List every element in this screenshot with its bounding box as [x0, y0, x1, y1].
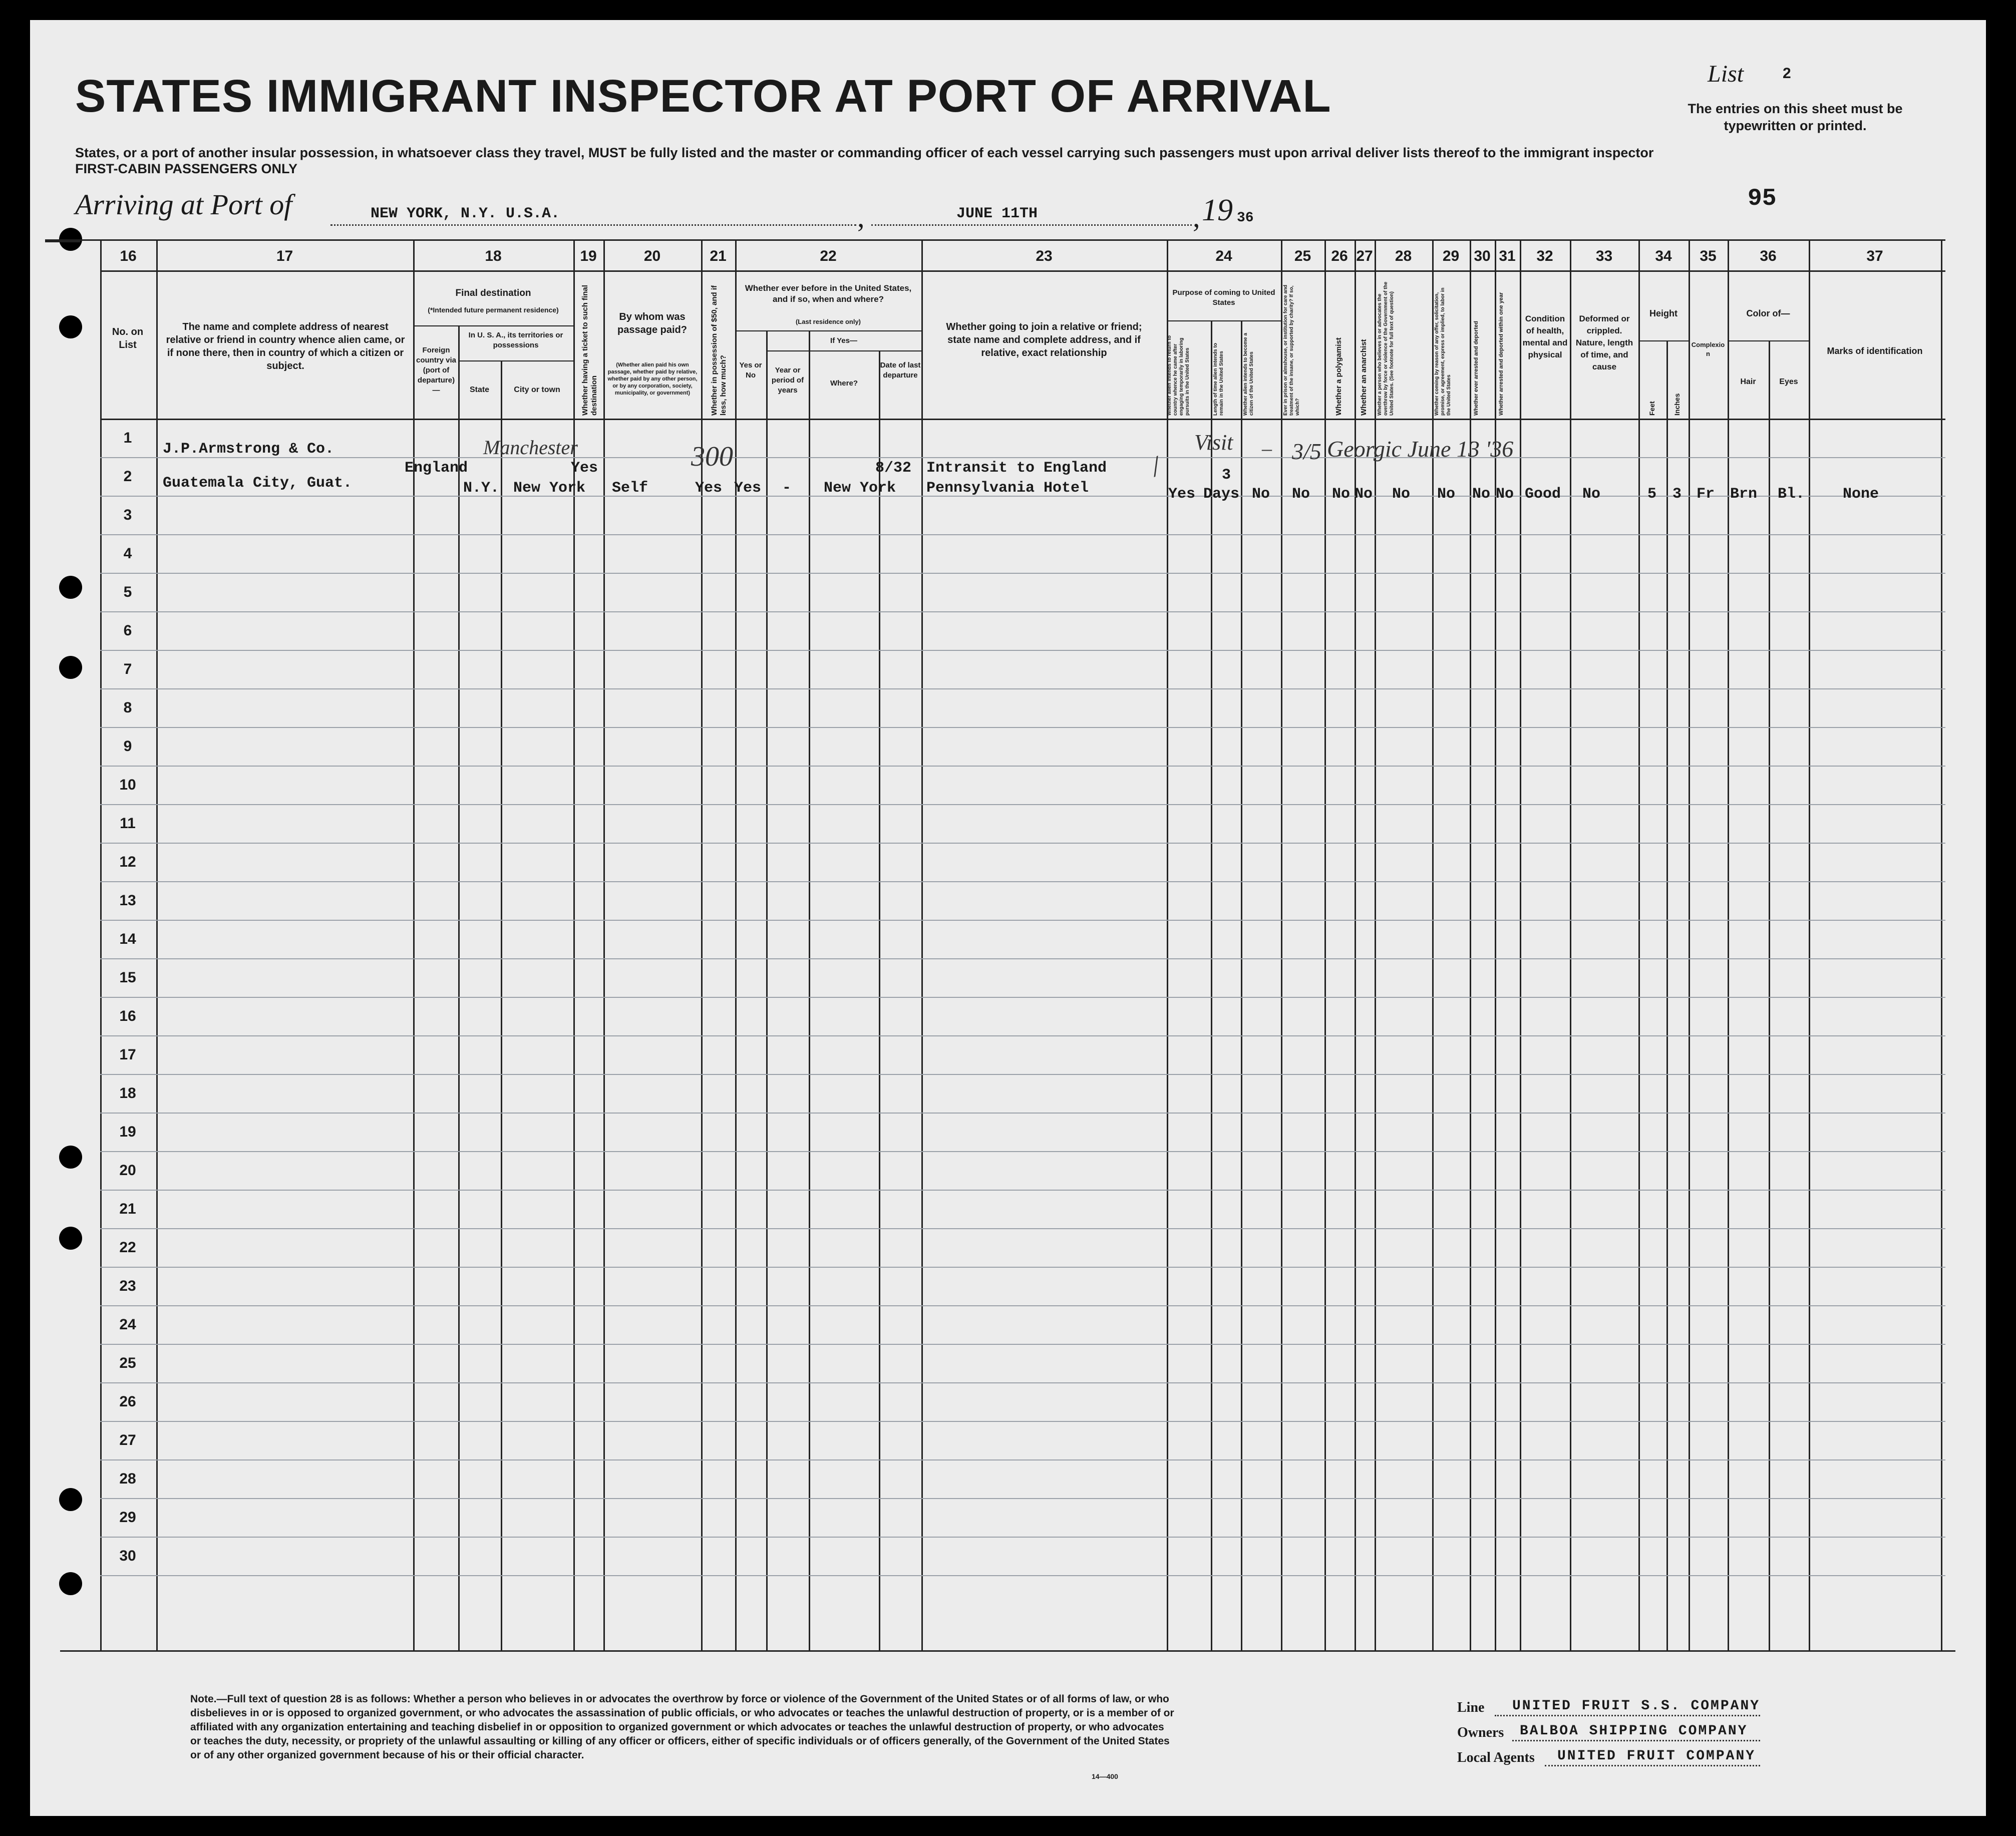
subhead-rule [1638, 340, 1689, 341]
row-rule [100, 1382, 1945, 1383]
purpose-dash: – [1262, 437, 1272, 460]
column-rule [809, 330, 810, 1650]
column-number: 27 [1356, 248, 1373, 264]
column-rule [1211, 320, 1212, 1650]
labor-value: No [1437, 486, 1456, 503]
row-rule [100, 843, 1945, 844]
height-inches: 3 [1672, 486, 1682, 503]
length-unit: Days [1203, 486, 1240, 503]
column-number: 18 [485, 248, 502, 264]
length-number: 3 [1222, 467, 1231, 484]
header-inches: Inches [1673, 393, 1681, 416]
agents-value: UNITED FRUIT COMPANY [1557, 1748, 1756, 1764]
passenger-class: FIRST-CABIN PASSENGERS ONLY [75, 161, 298, 176]
column-number: 32 [1536, 248, 1553, 264]
column-number: 28 [1395, 248, 1412, 264]
column-rule [879, 350, 880, 1650]
column-rule [603, 239, 605, 1650]
row-number: 5 [123, 584, 132, 600]
column-rule [1570, 239, 1571, 1650]
port-of-arrival: NEW YORK, N.Y. U.S.A. [371, 205, 560, 222]
column-number: 33 [1595, 248, 1613, 264]
header-last-departure: Date of last departure [880, 361, 921, 380]
row-rule [100, 1498, 1945, 1499]
year-prefix: 19 [1202, 193, 1233, 227]
row-rule [100, 1035, 1945, 1036]
row-rule [100, 1344, 1945, 1345]
row-number: 21 [119, 1201, 136, 1217]
header-deported: Whether ever arrested and deported [1473, 321, 1479, 416]
subhead-rule [766, 350, 921, 351]
money-value: Yes [695, 480, 723, 497]
form-title: STATES IMMIGRANT INSPECTOR AT PORT OF ARRIVAL [75, 71, 1331, 122]
row-rule [100, 920, 1945, 921]
row-number: 27 [119, 1432, 136, 1448]
row-number: 18 [119, 1085, 136, 1101]
port-underline [330, 224, 856, 226]
header-money: Whether in possession of $50, and if less, how much? [710, 285, 728, 416]
header-if-yes: If Yes— [830, 336, 857, 345]
passage-paid-value: Self [612, 480, 648, 497]
header-feet: Feet [1648, 401, 1656, 416]
subhead-rule [458, 360, 573, 361]
row-number: 29 [119, 1509, 136, 1526]
row-rule [100, 1421, 1945, 1422]
owners-label: Owners [1457, 1725, 1504, 1740]
row-rule [100, 1305, 1945, 1306]
header-color-of: Color of— [1746, 308, 1790, 318]
prison-value: No [1292, 486, 1310, 503]
before-where: New York [824, 480, 896, 497]
deported-year-value: No [1496, 486, 1514, 503]
column-number: 26 [1331, 248, 1348, 264]
annotation-handwritten: Georgic June 13 '36 [1327, 436, 1514, 462]
row-number: 3 [123, 507, 132, 523]
row-number: 22 [119, 1239, 136, 1256]
row-rule [100, 573, 1945, 574]
return-intent-value: Yes [1168, 486, 1196, 503]
row-number: 1 [123, 430, 132, 446]
column-rule [156, 239, 158, 1650]
list-number: 2 [1783, 65, 1791, 82]
column-number: 30 [1474, 248, 1491, 264]
header-eyes: Eyes [1779, 378, 1798, 386]
row-rule [100, 1190, 1945, 1191]
deformed-value: No [1582, 486, 1601, 503]
comma: , [857, 201, 865, 233]
row-rule [100, 1267, 1945, 1268]
row-number: 7 [123, 661, 132, 677]
date-underline [871, 224, 1192, 226]
ticket-value: Yes [571, 460, 598, 477]
before-year: - [782, 480, 792, 497]
header-deformed: Deformed or crippled. Nature, length of time, and cause [1575, 314, 1633, 372]
height-feet: 5 [1647, 486, 1657, 503]
list-label: List [1708, 61, 1744, 87]
row-rule [100, 881, 1945, 882]
row-rule [100, 1074, 1945, 1075]
column-rule [1666, 340, 1668, 1650]
joining-line1: Intransit to England [926, 460, 1107, 477]
column-rule [458, 325, 460, 1650]
row-number: 24 [119, 1316, 136, 1333]
citizen-intent-value: No [1252, 486, 1270, 503]
column-number: 17 [276, 248, 293, 264]
row-number: 23 [119, 1278, 136, 1294]
column-rule [1324, 239, 1326, 1650]
destination-handwritten: Manchester [483, 436, 578, 459]
column-rule [1638, 239, 1640, 1650]
column-rule [501, 360, 502, 1650]
row-number: 14 [119, 931, 136, 947]
header-state: State [469, 386, 490, 394]
row-number: 15 [119, 969, 136, 986]
deported-value: No [1472, 486, 1491, 503]
row-rule [100, 534, 1945, 535]
header-ticket: Whether having a ticket to such final destination [581, 285, 598, 416]
row-rule [100, 727, 1945, 728]
row-rule [100, 1575, 1945, 1576]
column-rule [1809, 239, 1810, 1650]
question-28-note: Note.—Full text of question 28 is as follows: Whether a person who believes in or advocates the overthrow by force or violence of the Government of the United States or of all forms of law, or who disbelieves in or is opposed to organized government, or who advocates the assassination of public officials, or who advocates or teaches the unlawful destruction of property, or is a member of or affiliated with any organization entertaining and teaching disbelief in or opposition to organized government or which advocates or teaches the unlawful destruction of property, or who advocates or teaches the duty, necessity, or propriety of the unlawful assaulting or killing of any officer or officers, either of specific individuals or of officers generally, of the Government of the United States or of any other organized government because of his or their official character. [190, 1693, 1174, 1761]
row-rule [100, 650, 1945, 651]
header-final-destination-note: (*Intended future permanent residence) [428, 306, 559, 314]
row-rule [100, 804, 1945, 805]
row-rule [100, 766, 1945, 767]
form-instructions: States, or a port of another insular possession, in whatsoever class they travel, MUST be fully listed and the master or commanding officer of each vessel carrying such passengers must upon arrival deliver lists thereof to the immigrant inspector [75, 145, 1654, 160]
subhead-rule [1167, 320, 1281, 321]
row-rule [100, 1228, 1945, 1229]
column-rule [1241, 320, 1242, 1650]
list-note: The entries on this sheet must be typewritten or printed. [1688, 101, 1903, 133]
header-hair: Hair [1740, 378, 1756, 386]
column-rule [766, 330, 768, 1650]
destination-city: New York [513, 480, 586, 497]
destination-state: N.Y. [463, 480, 500, 497]
row-number: 4 [123, 545, 132, 562]
header-citizen-intent: Whether alien intends to become a citizen of the United States [1243, 332, 1254, 416]
subhead-rule [1728, 340, 1809, 341]
row-rule [100, 1113, 1945, 1114]
row-number: 20 [119, 1162, 136, 1179]
row-number: 13 [119, 892, 136, 909]
header-foreign-country: Foreign country via (port of departure)— [416, 346, 457, 395]
line-label: Line [1457, 1700, 1485, 1715]
column-rule [1281, 239, 1282, 1650]
header-return-intent: Whether alien intends to return to country whence he came after engaging temporarily in laboring pursuits in the United States [1167, 335, 1190, 416]
header-labor-offer: Whether coming by reason of any offer, solicitation, promise, or agreement, express or implied, to labor in the United States [1434, 287, 1452, 416]
overthrow-value: No [1392, 486, 1411, 503]
column-number: 19 [580, 248, 597, 264]
column-number: 21 [710, 248, 727, 264]
punch-hole [59, 576, 82, 599]
header-bottom-rule [100, 419, 1945, 420]
row-rule [100, 611, 1945, 612]
row-rule [100, 457, 1945, 458]
header-height: Height [1649, 308, 1677, 318]
column-number: 29 [1442, 248, 1460, 264]
header-length-stay: Length of time alien intends to remain in the United States [1213, 343, 1224, 416]
punch-hole [59, 1227, 82, 1250]
column-rule [413, 239, 415, 1650]
header-passage-paid: By whom was passage paid? [617, 311, 687, 335]
row-rule [100, 958, 1945, 959]
joining-line2: Pennsylvania Hotel [926, 480, 1089, 497]
subhead-rule [413, 325, 573, 326]
header-last-residence: (Last residence only) [795, 318, 861, 325]
header-anarchist: Whether an anarchist [1360, 339, 1368, 416]
polygamist-value: No [1332, 486, 1351, 503]
header-purpose: Purpose of coming to United States [1172, 288, 1275, 307]
comma: , [1193, 201, 1200, 233]
complexion-value: Fr [1697, 486, 1715, 503]
relative-name: J.P.Armstrong & Co. [163, 441, 334, 458]
column-number: 22 [820, 248, 837, 264]
header-health: Condition of health, mental and physical [1522, 314, 1568, 359]
row-number: 9 [123, 738, 132, 755]
row-number: 12 [119, 854, 136, 870]
agents-underline [1545, 1765, 1760, 1766]
header-yes-no: Yes or No [739, 361, 762, 380]
annotation-fraction: 3/5 [1292, 439, 1321, 464]
header-where: Where? [830, 379, 858, 388]
row-rule [100, 997, 1945, 998]
subhead-rule [735, 330, 921, 331]
column-rule [921, 239, 923, 1650]
arrival-date: JUNE 11TH [956, 205, 1038, 222]
owners-value: BALBOA SHIPPING COMPANY [1520, 1723, 1748, 1739]
owners-underline [1512, 1740, 1760, 1741]
row-number: 17 [119, 1046, 136, 1063]
row-number: 10 [119, 777, 136, 793]
before-yes-no: Yes [734, 480, 762, 497]
money-handwritten: 300 [691, 441, 733, 472]
header-passage-note: (Whether alien paid his own passage, whether paid by relative, whether paid by any other person, or by any corporation, society, municipality, or government) [607, 362, 698, 396]
row-rule [100, 1151, 1945, 1152]
row-number: 25 [119, 1355, 136, 1371]
agents-label: Local Agents [1457, 1750, 1535, 1765]
column-number: 20 [643, 248, 661, 264]
column-rule [1167, 239, 1168, 1650]
header-before-in-us: Whether ever before in the United States, and if so, when and where? [745, 283, 912, 304]
header-polygamist: Whether a polygamist [1334, 337, 1343, 416]
header-in-usa: In U. S. A., its territories or possessions [468, 331, 563, 349]
row-rule [100, 688, 1945, 689]
check-mark: / [1146, 451, 1165, 483]
line-value: UNITED FRUIT S.S. COMPANY [1512, 1698, 1761, 1714]
row-number: 16 [119, 1008, 136, 1024]
column-rule [1689, 239, 1690, 1650]
header-nearest-relative: The name and complete address of nearest relative or friend in country whence alien came, or if none there, then in country of which a citizen or subject. [166, 321, 405, 372]
row-number: 28 [119, 1471, 136, 1487]
relative-address: Guatemala City, Guat. [163, 475, 353, 492]
row-number: 6 [123, 622, 132, 639]
line-underline [1495, 1715, 1760, 1716]
header-city: City or town [514, 386, 560, 394]
anarchist-value: No [1355, 486, 1373, 503]
punch-hole [59, 1572, 82, 1595]
manifest-sheet [30, 20, 1986, 1816]
column-rule [1520, 239, 1521, 1650]
column-rule [1728, 239, 1729, 1650]
form-number: 14—400 [1092, 1772, 1118, 1780]
arriving-label: Arriving at Port of [75, 188, 292, 221]
column-number: 23 [1036, 248, 1053, 264]
sheet-number: 95 [1748, 185, 1777, 212]
header-no-on-list: No. on List [112, 326, 144, 350]
row-number: 8 [123, 699, 132, 716]
row-number: 26 [119, 1393, 136, 1410]
column-number-rule [100, 270, 1945, 272]
foreign-country: England [405, 460, 468, 477]
table-bottom-border [60, 1650, 1955, 1652]
header-year: Year or period of years [771, 366, 804, 395]
punch-hole [59, 1146, 82, 1169]
marks-value: None [1843, 486, 1879, 503]
column-number: 25 [1294, 248, 1311, 264]
row-rule [100, 1537, 1945, 1538]
hair-value: Brn [1730, 486, 1758, 503]
header-prison: Ever in prison or almshouse, or institution for care and treatment of the insane, or supported by charity? If so, which? [1283, 284, 1300, 416]
header-marks: Marks of identification [1827, 346, 1923, 356]
punch-hole [59, 656, 82, 679]
header-final-destination: Final destination [455, 288, 531, 298]
header-overthrow: Whether a person who believes in or advocates the overthrow by force or violence of the Government of the United States. (See footnote for full text of question) [1377, 281, 1395, 416]
health-value: Good [1525, 486, 1561, 503]
purpose-handwritten: Visit [1194, 430, 1233, 455]
header-complexion: Complexion [1691, 341, 1725, 357]
table-top-border [75, 239, 1945, 241]
punch-hole [59, 315, 82, 338]
header-joining: Whether going to join a relative or friend; state name and complete address, and if relative, exact relationship [946, 321, 1142, 358]
column-number: 35 [1700, 248, 1717, 264]
before-date: 8/32 [875, 460, 912, 477]
header-deported-year: Whether arrested and deported within one year [1498, 292, 1504, 416]
column-number: 37 [1866, 248, 1883, 264]
punch-hole [59, 1488, 82, 1511]
column-number: 34 [1655, 248, 1672, 264]
eyes-value: Bl. [1778, 486, 1805, 503]
year-suffix: 36 [1237, 210, 1254, 226]
column-number: 36 [1760, 248, 1777, 264]
column-number: 16 [120, 248, 137, 264]
row-number: 30 [119, 1548, 136, 1564]
row-rule [100, 1459, 1945, 1460]
row-number: 2 [123, 468, 132, 485]
row-number: 11 [120, 815, 136, 832]
column-number: 31 [1499, 248, 1516, 264]
row-number: 19 [119, 1124, 136, 1140]
tick [45, 239, 80, 242]
column-rule [1941, 239, 1942, 1650]
column-number: 24 [1215, 248, 1232, 264]
column-rule [1769, 340, 1770, 1650]
column-rule [735, 239, 737, 1650]
